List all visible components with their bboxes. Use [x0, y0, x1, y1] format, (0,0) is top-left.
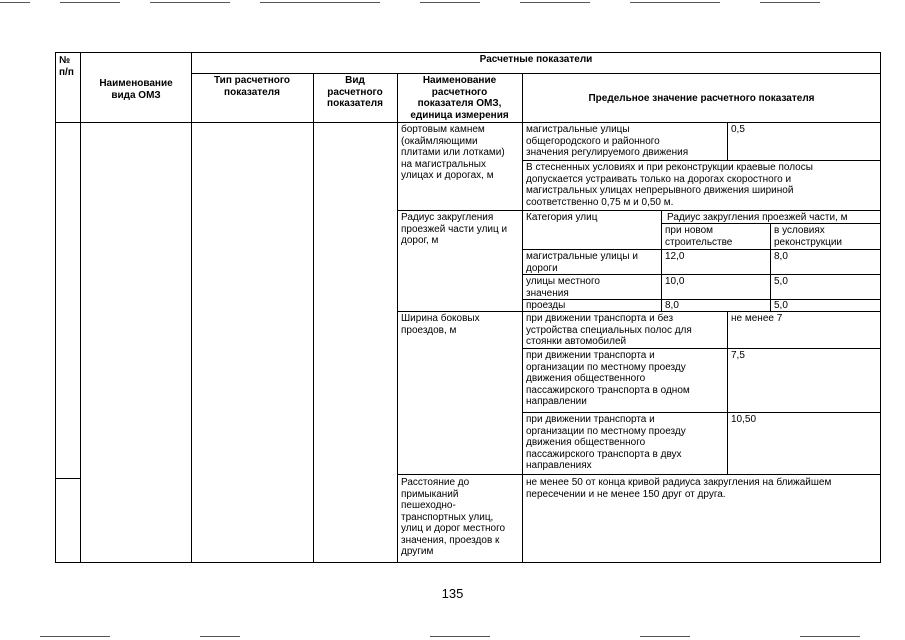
side-row-value: 10,50 [731, 414, 757, 425]
col-name-header: Наименование расчетного показателя ОМЗ, единица измерения [410, 75, 509, 121]
col-number-header: № п/п [59, 55, 74, 78]
curb-indicator-name: бортовым камнем (окаймляющими плитами или лотками) на магистральных улицах и дорогах, м [401, 124, 505, 181]
radius-row-recon: 5,0 [774, 300, 788, 311]
radius-row-new: 10,0 [665, 276, 685, 287]
curb-sub2-text: В стесненных условиях и при реконструкции краевые полосы допускается устраивать только на дорогах скоростного и магистральных улицах непрерывного движения шириной соответственно 0,75 м и 0,50 м. [526, 162, 813, 208]
calc-indicators-title: Расчетные показатели [479, 54, 593, 65]
curb-sub1-value: 0,5 [731, 124, 745, 135]
col-kind-header: Вид расчетного показателя [327, 75, 383, 109]
radius-indicator-name: Радиус закругления проезжей части улиц и дорог, м [401, 212, 508, 246]
radius-row-new: 12,0 [665, 251, 685, 262]
radius-row-cat: магистральные улицы и дороги [526, 251, 638, 274]
side-row-value: 7,5 [731, 350, 745, 361]
radius-row-new: 8,0 [665, 300, 679, 311]
radius-reconstruction-header: в условиях реконструкции [774, 225, 842, 248]
radius-category-header: Категория улиц [526, 212, 598, 223]
curb-sub1-label: магистральные улицы общегородского и районного значения регулируемого движения [526, 124, 689, 158]
radius-row-cat: проезды [526, 300, 566, 311]
radius-value-header: Радиус закругления проезжей части, м [667, 212, 848, 223]
side-row-cond: при движении транспорта и организации по местному проезду движения общественного пассажирского транспорта в одном направлении [526, 350, 690, 407]
side-row-cond: при движении транспорта и организации по местному проезду движения общественного пассажирского транспорта в двух направлениях [526, 414, 686, 471]
col-type-header: Тип расчетного показателя [213, 75, 291, 98]
col-omz-name-header: Наименование вида ОМЗ [99, 78, 173, 101]
radius-new-build-header: при новом строительстве [665, 225, 733, 248]
distance-value: не менее 50 от конца кривой радиуса закругления на ближайшем пересечении и не менее 150 друг от друга. [526, 477, 832, 500]
side-row-cond: при движении транспорта и без устройства специальных полос для стоянки автомобилей [526, 313, 692, 347]
col-limit-header: Предельное значение расчетного показателя [588, 93, 815, 104]
radius-row-cat: улицы местного значения [526, 276, 600, 299]
radius-row-recon: 8,0 [774, 251, 788, 262]
distance-indicator-name: Расстояние до примыканий пешеходно- транспортных улиц, улиц и дорог местного значения, проездов к другим [401, 477, 506, 557]
page-number: 135 [441, 586, 464, 601]
side-row-value: не менее 7 [731, 313, 783, 324]
radius-row-recon: 5,0 [774, 276, 788, 287]
side-indicator-name: Ширина боковых проездов, м [401, 313, 480, 336]
